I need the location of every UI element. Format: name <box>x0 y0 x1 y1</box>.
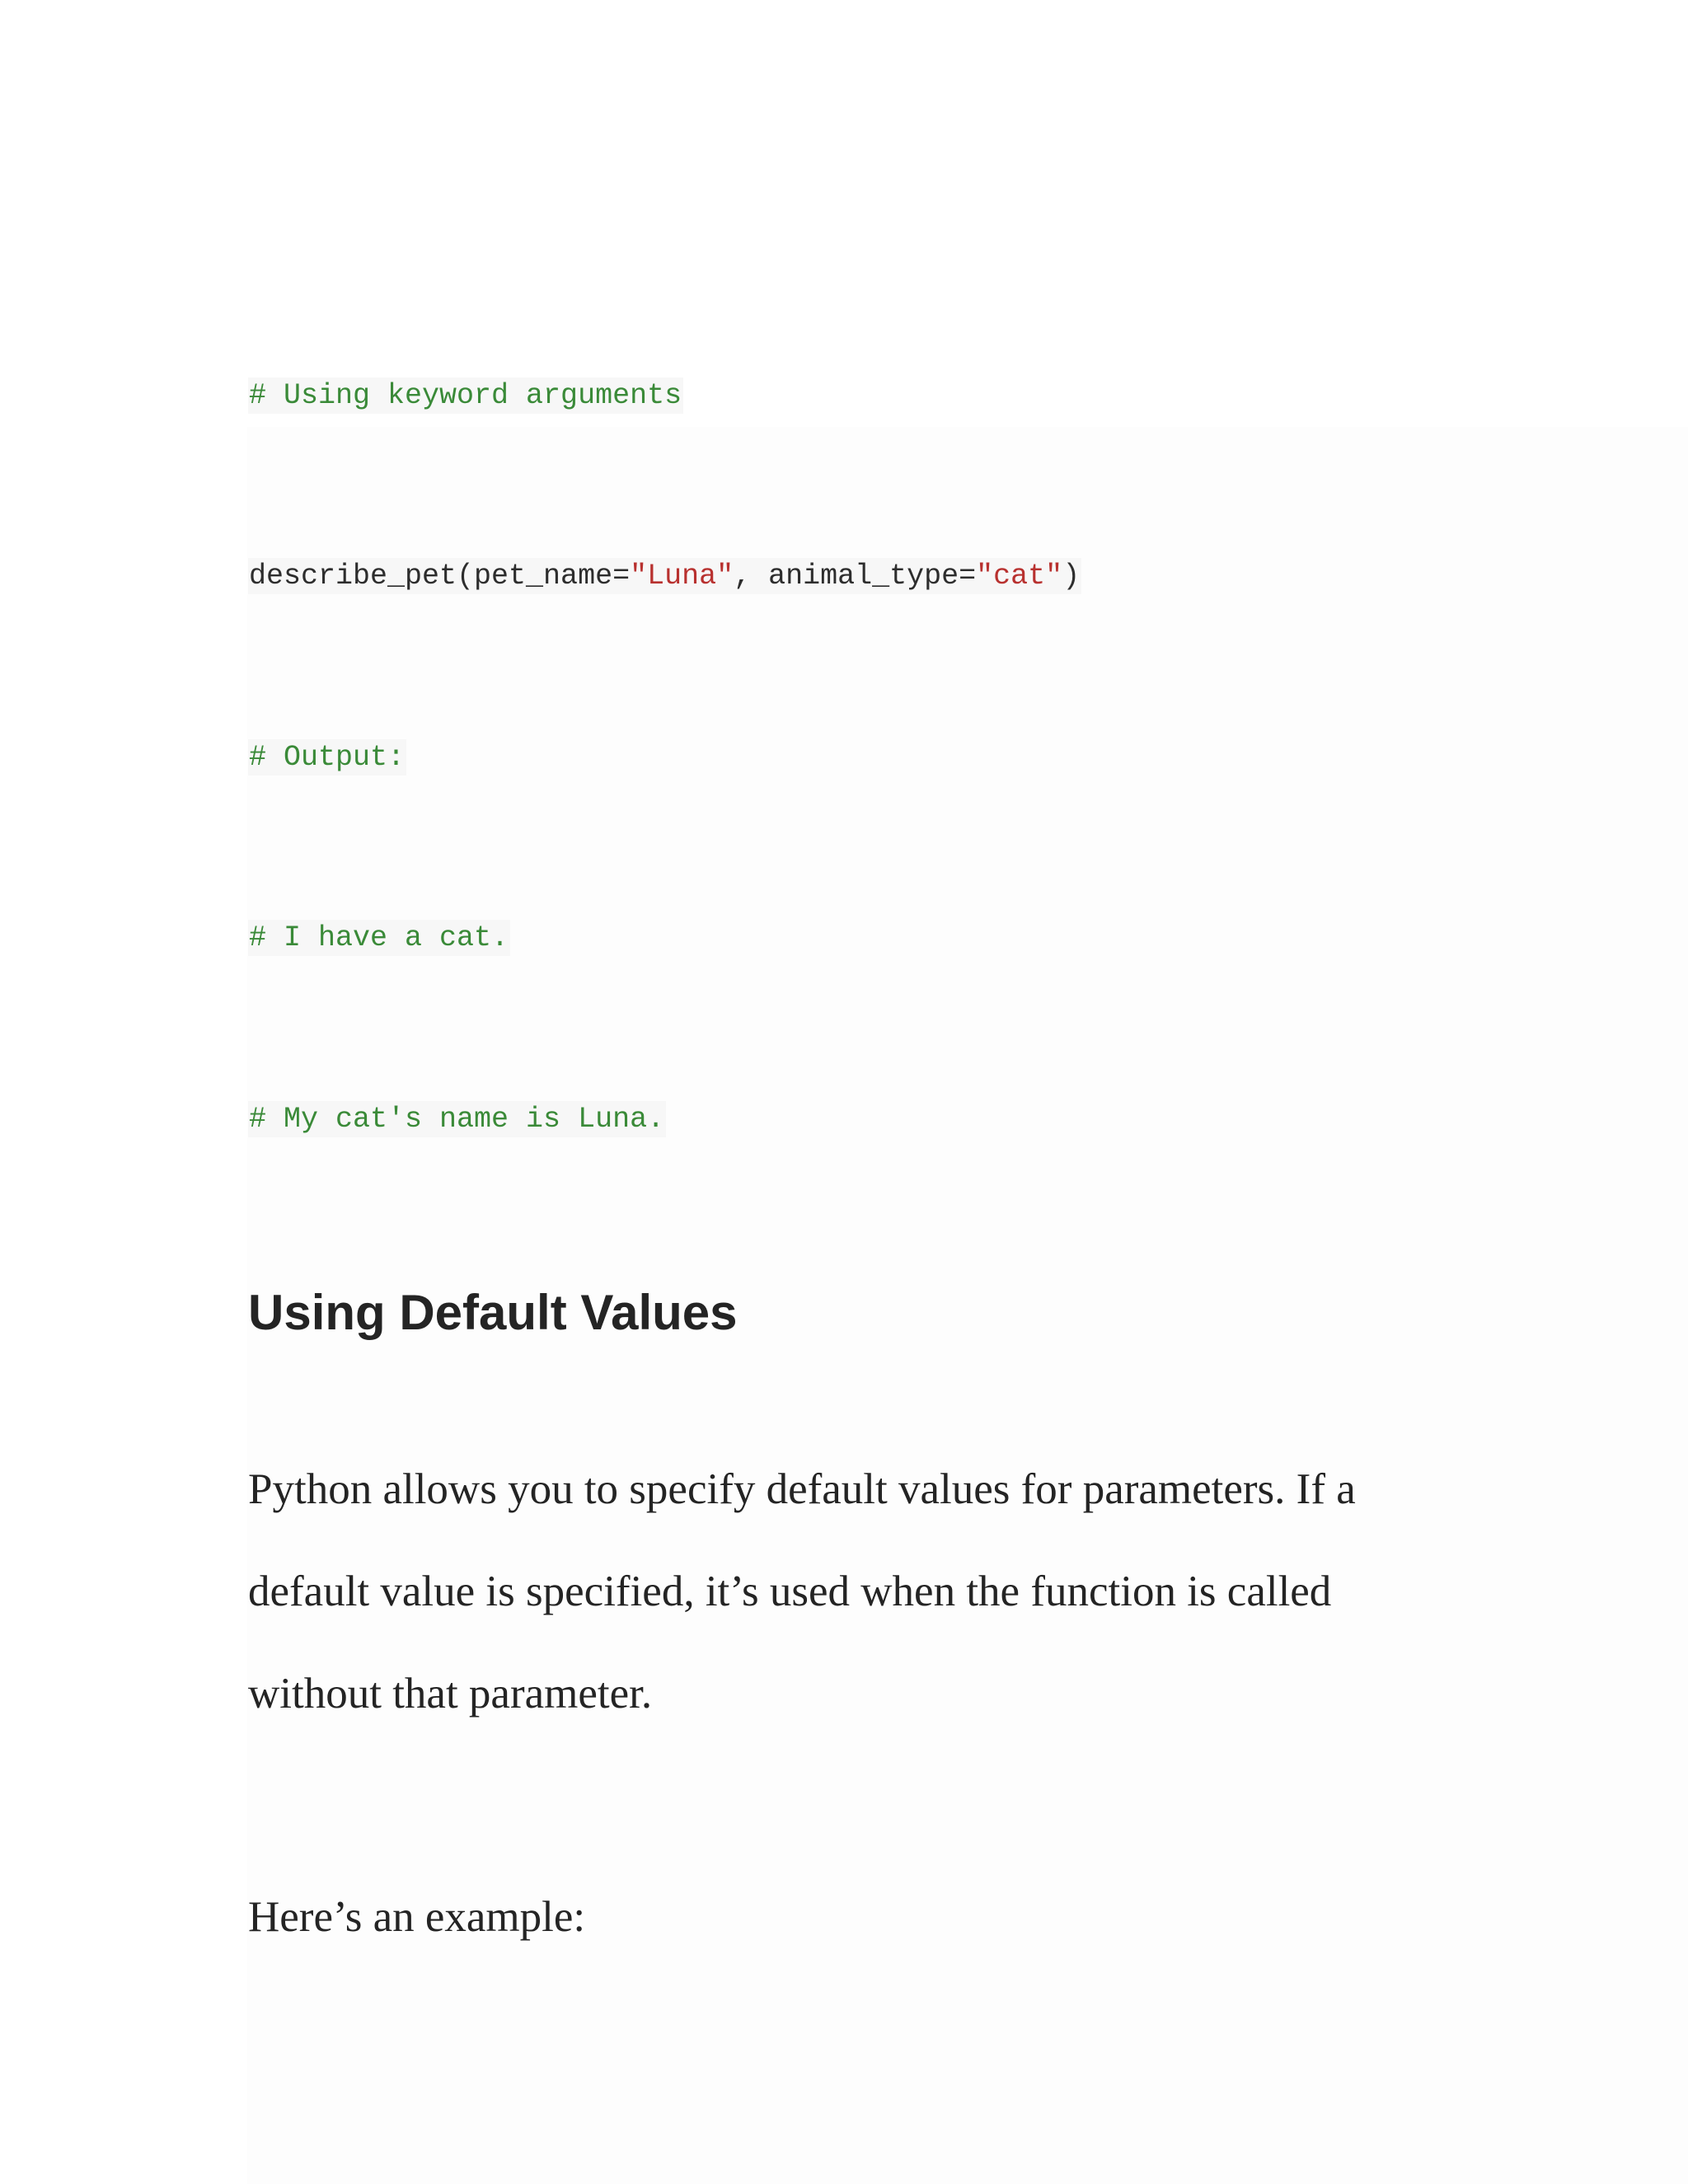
code-line <box>248 739 406 776</box>
paragraph-line: Python allows you to specify default values for parameters. If a <box>248 1465 1356 1513</box>
section-heading: Using Default Values <box>248 1285 738 1340</box>
code-line <box>248 1101 666 1137</box>
example-intro-text: Here’s an example: <box>248 1893 586 1941</box>
code-string: "Luna" <box>630 560 734 593</box>
code-comment: # I have a cat. <box>249 921 509 954</box>
paragraph-line: default value is specified, it’s used when the function is called <box>248 1568 1332 1615</box>
code-string: "cat" <box>976 560 1063 593</box>
code-comment: # Output: <box>249 741 406 774</box>
code-comment: # My cat's name is Luna. <box>249 1103 665 1136</box>
paragraph-line: without that parameter. <box>248 1670 653 1718</box>
code-token: , animal_type= <box>734 560 977 593</box>
code-comment: # Using keyword arguments <box>249 379 682 412</box>
code-token: describe_pet(pet_name= <box>249 560 631 593</box>
code-line <box>248 920 510 956</box>
example-intro <box>248 1866 585 1968</box>
body-paragraph <box>248 1438 1356 1745</box>
code-line <box>248 377 683 414</box>
code-token: ) <box>1062 560 1081 593</box>
code-line <box>248 558 1081 594</box>
